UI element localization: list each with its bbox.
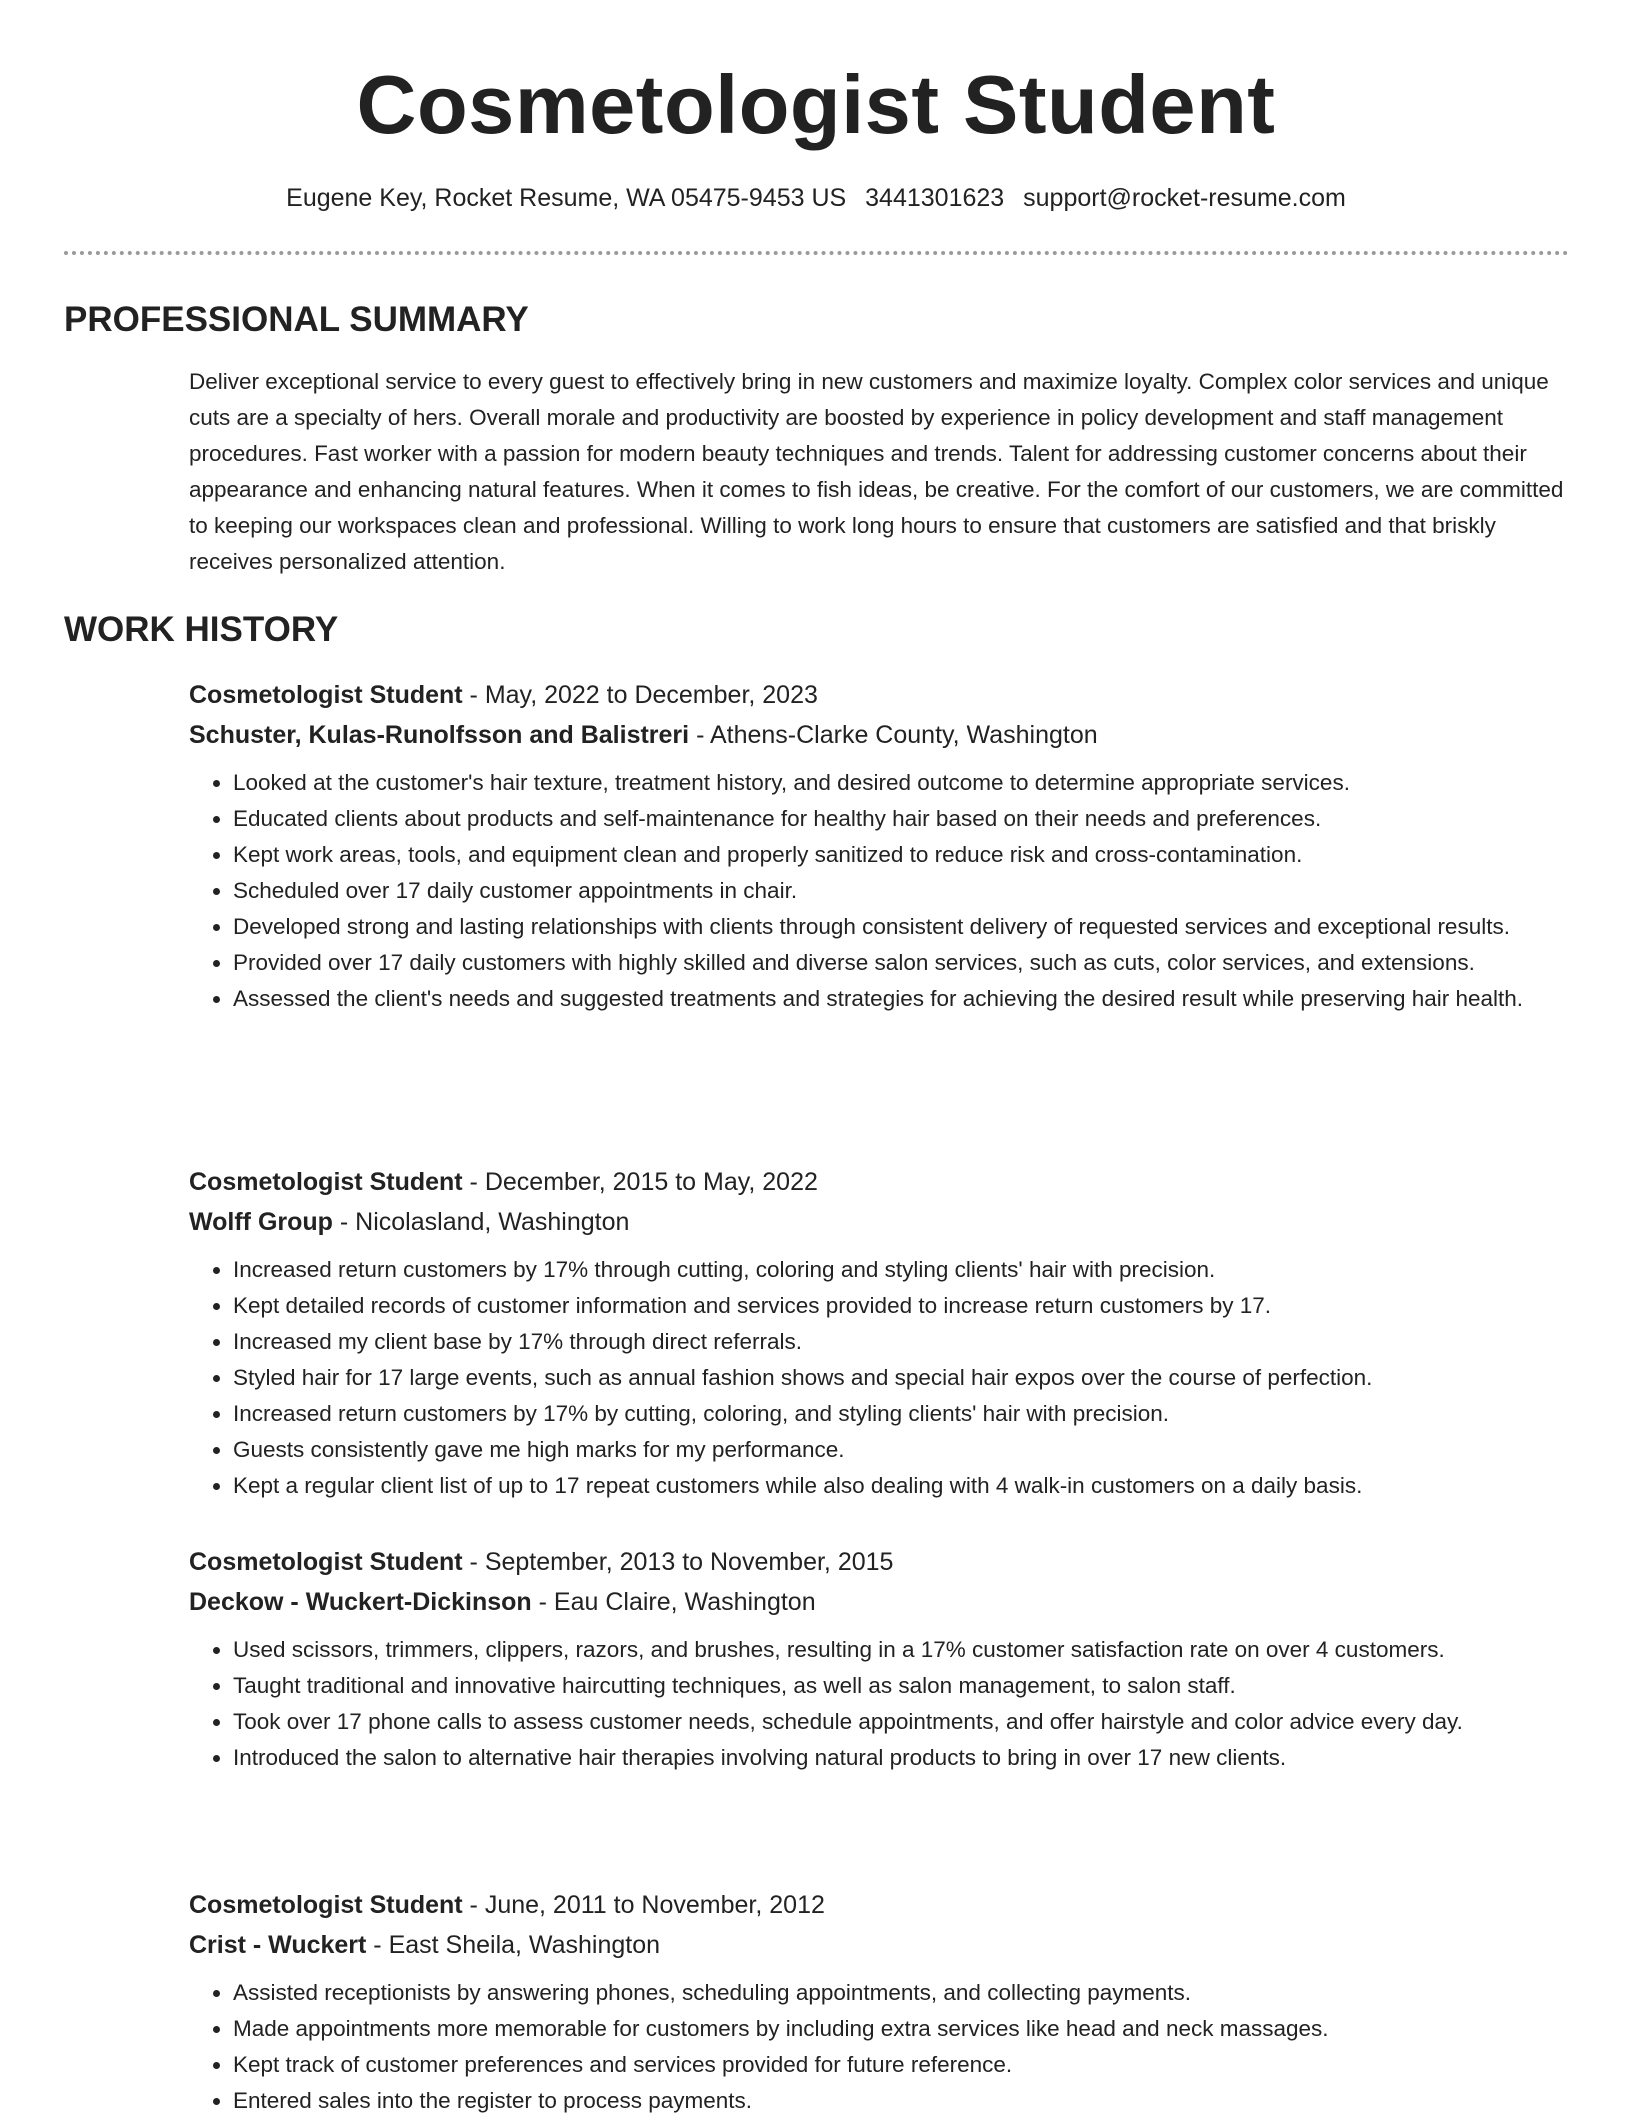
job-company: Schuster, Kulas-Runolfsson and Balistreri bbox=[189, 721, 690, 749]
job-bullet: • Kept track of customer preferences and services provided for future reference. bbox=[233, 2047, 1569, 2083]
job-dates: - May, 2022 to December, 2023 bbox=[462, 681, 818, 709]
job-location: - Athens-Clarke County, Washington bbox=[689, 721, 1098, 749]
job-bullet: • Scheduled over 17 daily customer appointments in chair. bbox=[233, 873, 1569, 909]
job-bullet: • Assessed the client's needs and suggested treatments and strategies for achieving the desired result while preserving hair health. bbox=[233, 981, 1569, 1017]
job-title-line bbox=[189, 675, 1569, 715]
summary-heading: PROFESSIONAL SUMMARY bbox=[64, 300, 529, 339]
job-bullets bbox=[189, 1252, 1569, 1504]
job-entry-2 bbox=[189, 1162, 1569, 1504]
job-bullet: • Styled hair for 17 large events, such as annual fashion shows and special hair expos over the course of perfection. bbox=[233, 1360, 1569, 1396]
job-bullet: • Increased return customers by 17% by cutting, coloring, and styling clients' hair with precision. bbox=[233, 1396, 1569, 1432]
job-bullet: • Used scissors, trimmers, clippers, razors, and brushes, resulting in a 17% customer satisfaction rate on over 4 customers. bbox=[233, 1632, 1569, 1668]
job-company-line bbox=[189, 1582, 1569, 1622]
contact-line bbox=[0, 180, 1632, 216]
contact-phone: 3441301623 bbox=[865, 184, 1005, 212]
job-bullet: • Took over 17 phone calls to assess customer needs, schedule appointments, and offer hairstyle and color advice every day. bbox=[233, 1704, 1569, 1740]
work-history-heading: WORK HISTORY bbox=[64, 610, 339, 649]
job-bullet: • Increased return customers by 17% through cutting, coloring and styling clients' hair with precision. bbox=[233, 1252, 1569, 1288]
job-bullet: • Kept a regular client list of up to 17 repeat customers while also dealing with 4 walk-in customers on a daily basis. bbox=[233, 1468, 1569, 1504]
job-entry-1 bbox=[189, 675, 1569, 1017]
job-entry-3 bbox=[189, 1542, 1569, 1776]
job-location: - Nicolasland, Washington bbox=[332, 1208, 630, 1236]
job-bullet: • Assisted receptionists by answering phones, scheduling appointments, and collecting payments. bbox=[233, 1975, 1569, 2011]
job-bullet: • Entered sales into the register to process payments. bbox=[233, 2083, 1569, 2119]
job-company-line bbox=[189, 1202, 1569, 1242]
job-bullets bbox=[189, 765, 1569, 1017]
job-dates: - December, 2015 to May, 2022 bbox=[462, 1168, 818, 1196]
job-title: Cosmetologist Student bbox=[189, 1168, 463, 1196]
job-bullet: • Kept work areas, tools, and equipment clean and properly sanitized to reduce risk and cross-contamination. bbox=[233, 837, 1569, 873]
job-bullets bbox=[189, 1975, 1569, 2119]
job-bullet: • Developed strong and lasting relationships with clients through consistent delivery of requested services and exceptional results. bbox=[233, 909, 1569, 945]
job-company: Wolff Group bbox=[189, 1208, 333, 1236]
job-bullet: • Increased my client base by 17% through direct referrals. bbox=[233, 1324, 1569, 1360]
job-bullet: • Taught traditional and innovative haircutting techniques, as well as salon management, to salon staff. bbox=[233, 1668, 1569, 1704]
job-title-line bbox=[189, 1885, 1569, 1925]
job-title: Cosmetologist Student bbox=[189, 1548, 463, 1576]
summary-text: Deliver exceptional service to every guest to effectively bring in new customers and maximize loyalty. Complex color services and unique cuts are a specialty of hers. Overall morale and productivity are boosted by experience in policy development and staff management procedures. Fast worker with a passion for modern beauty techniques and trends. Talent for addressing customer concerns about their appearance and enhancing natural features. When it comes to fish ideas, be creative. For the comfort of our customers, we are committed to keeping our workspaces clean and professional. Willing to work long hours to ensure that customers are satisfied and that briskly receives personalized attention. bbox=[189, 369, 1564, 574]
job-bullet: • Educated clients about products and self-maintenance for healthy hair based on their needs and preferences. bbox=[233, 801, 1569, 837]
job-bullet: • Introduced the salon to alternative hair therapies involving natural products to bring in over 17 new clients. bbox=[233, 1740, 1569, 1776]
job-bullet: • Looked at the customer's hair texture, treatment history, and desired outcome to determine appropriate services. bbox=[233, 765, 1569, 801]
job-entry-4 bbox=[189, 1885, 1569, 2119]
job-bullet: • Kept detailed records of customer information and services provided to increase return customers by 17. bbox=[233, 1288, 1569, 1324]
job-company-line bbox=[189, 715, 1569, 755]
job-location: - Eau Claire, Washington bbox=[531, 1588, 816, 1616]
job-dates: - September, 2013 to November, 2015 bbox=[462, 1548, 894, 1576]
job-location: - East Sheila, Washington bbox=[366, 1931, 661, 1959]
header-divider bbox=[64, 251, 1569, 255]
job-bullet: • Provided over 17 daily customers with highly skilled and diverse salon services, such as cuts, color services, and extensions. bbox=[233, 945, 1569, 981]
job-company: Crist - Wuckert bbox=[189, 1931, 367, 1959]
job-bullet: • Guests consistently gave me high marks for my performance. bbox=[233, 1432, 1569, 1468]
job-bullets bbox=[189, 1632, 1569, 1776]
contact-email: support@rocket-resume.com bbox=[1023, 184, 1346, 212]
job-dates: - June, 2011 to November, 2012 bbox=[462, 1891, 825, 1919]
job-title-line bbox=[189, 1162, 1569, 1202]
contact-address: Eugene Key, Rocket Resume, WA 05475-9453 US bbox=[286, 184, 847, 212]
job-company-line bbox=[189, 1925, 1569, 1965]
job-bullet: • Made appointments more memorable for customers by including extra services like head and neck massages. bbox=[233, 2011, 1569, 2047]
resume-title: Cosmetologist Student bbox=[356, 58, 1276, 151]
job-title-line bbox=[189, 1542, 1569, 1582]
job-company: Deckow - Wuckert-Dickinson bbox=[189, 1588, 532, 1616]
job-title: Cosmetologist Student bbox=[189, 1891, 463, 1919]
job-title: Cosmetologist Student bbox=[189, 681, 463, 709]
